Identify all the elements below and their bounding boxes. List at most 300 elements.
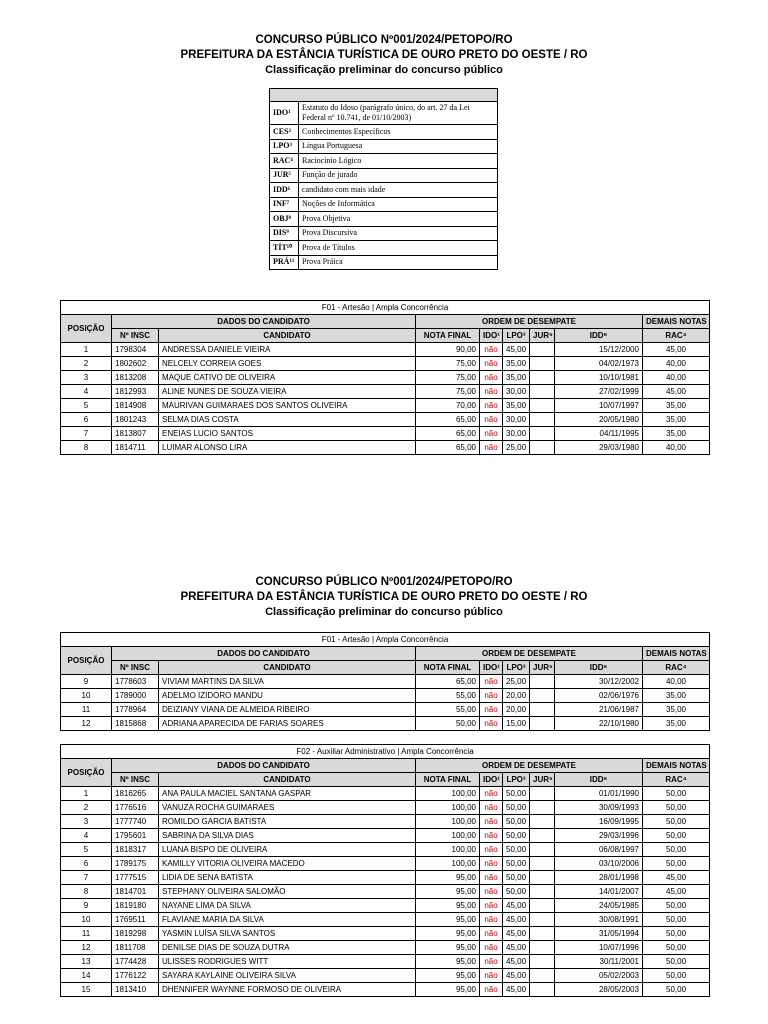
candidate-name-cell: ENEIAS LUCIO SANTOS [159,427,416,441]
registration-cell: 1769511 [112,913,159,927]
lpo-cell: 45,00 [503,941,530,955]
lpo-cell: 35,00 [503,357,530,371]
tiebreak-order-header: ORDEM DE DESEMPATE [416,315,643,329]
table-row [61,927,710,941]
candidate-header: CANDIDATO [159,773,416,787]
rac-cell: 35,00 [643,427,710,441]
tiebreak-order-header: ORDEM DE DESEMPATE [416,759,643,773]
final-score-header: NOTA FINAL [416,773,480,787]
jur-cell [530,399,555,413]
jur-cell [530,371,555,385]
candidate-name-cell: NELCELY CORREIA GOES [159,357,416,371]
table-row [61,871,710,885]
idd-header: IDD⁶ [555,329,643,343]
idd-cell: 30/09/1993 [555,801,643,815]
final-score-cell: 55,00 [416,703,480,717]
registration-cell: 1818317 [112,843,159,857]
legend-row [270,226,498,241]
final-score-cell: 95,00 [416,927,480,941]
final-score-cell: 95,00 [416,969,480,983]
candidate-name-cell: SAYARA KAYLAINE OLIVEIRA SILVA [159,969,416,983]
legend-description: Prova Práica [299,255,498,270]
ido-cell: não [480,843,503,857]
position-cell: 5 [61,399,112,413]
rac-cell: 50,00 [643,899,710,913]
table-title: F01 - Artesão | Ampla Concorrência [61,301,710,315]
ido-cell: não [480,413,503,427]
jur-cell [530,871,555,885]
registration-cell: 1778964 [112,703,159,717]
candidate-name-cell: YASMIN LUÍSA SILVA SANTOS [159,927,416,941]
table-row [61,815,710,829]
legend-description: Estatuto do Idoso (parágrafo único, do art. 27 da Lei Federal nº 10.741, de 01/10/2003) [299,102,498,125]
registration-header: Nº INSC [112,661,159,675]
rac-cell: 35,00 [643,413,710,427]
other-scores-header: DEMAIS NOTAS [643,759,710,773]
legend-code: RAC⁴ [270,154,299,169]
ido-cell: não [480,427,503,441]
jur-cell [530,703,555,717]
registration-header: Nº INSC [112,329,159,343]
legend-description: Prova de Títulos [299,241,498,256]
table-row [61,913,710,927]
table-row [61,689,710,703]
registration-cell: 1789175 [112,857,159,871]
lpo-cell: 45,00 [503,955,530,969]
candidate-name-cell: VIVIAM MARTINS DA SILVA [159,675,416,689]
table-row [61,441,710,455]
lpo-cell: 45,00 [503,969,530,983]
table-row [61,413,710,427]
position-header: POSIÇÃO [61,647,112,675]
page-header-2 [0,575,768,620]
lpo-cell: 45,00 [503,983,530,997]
legend-row [270,197,498,212]
table-title-row [61,301,710,315]
rac-cell: 40,00 [643,371,710,385]
candidate-name-cell: KAMILLY VITORIA OLIVEIRA MACEDO [159,857,416,871]
ido-cell: não [480,815,503,829]
rac-cell: 50,00 [643,969,710,983]
final-score-cell: 100,00 [416,787,480,801]
registration-cell: 1778603 [112,675,159,689]
legend-row [270,139,498,154]
lpo-cell: 45,00 [503,927,530,941]
final-score-cell: 95,00 [416,871,480,885]
candidate-name-cell: LUIMAR ALONSO LIRA [159,441,416,455]
legend-row [270,102,498,125]
position-cell: 7 [61,427,112,441]
registration-cell: 1813807 [112,427,159,441]
idd-cell: 27/02/1999 [555,385,643,399]
lpo-cell: 30,00 [503,427,530,441]
ido-cell: não [480,689,503,703]
position-cell: 14 [61,969,112,983]
column-header-row [61,329,710,343]
abbreviation-legend [269,88,498,270]
rac-cell: 45,00 [643,871,710,885]
idd-cell: 14/01/2007 [555,885,643,899]
lpo-cell: 50,00 [503,815,530,829]
candidate-name-cell: ANDRESSA DANIELE VIEIRA [159,343,416,357]
position-cell: 15 [61,983,112,997]
rac-cell: 50,00 [643,801,710,815]
ido-cell: não [480,941,503,955]
idd-cell: 28/01/1998 [555,871,643,885]
table-row [61,983,710,997]
position-cell: 9 [61,675,112,689]
ido-header: IDO¹ [480,773,503,787]
idd-cell: 04/02/1973 [555,357,643,371]
final-score-cell: 75,00 [416,357,480,371]
ido-cell: não [480,969,503,983]
rac-cell: 35,00 [643,703,710,717]
final-score-header: NOTA FINAL [416,329,480,343]
lpo-cell: 45,00 [503,899,530,913]
final-score-cell: 50,00 [416,717,480,731]
jur-header: JUR⁵ [530,773,555,787]
candidate-name-cell: SELMA DIAS COSTA [159,413,416,427]
candidate-header: CANDIDATO [159,329,416,343]
rac-cell: 35,00 [643,717,710,731]
other-scores-header: DEMAIS NOTAS [643,315,710,329]
position-cell: 3 [61,815,112,829]
rac-cell: 50,00 [643,983,710,997]
lpo-header: LPO³ [503,329,530,343]
table-row [61,899,710,913]
legend-description: Raciocínio Lógico [299,154,498,169]
final-score-cell: 95,00 [416,941,480,955]
idd-cell: 06/08/1997 [555,843,643,857]
table-title-row [61,745,710,759]
position-cell: 3 [61,371,112,385]
jur-cell [530,441,555,455]
position-cell: 2 [61,357,112,371]
final-score-cell: 65,00 [416,441,480,455]
candidate-name-cell: DEIZIANY VIANA DE ALMEIDA RIBEIRO [159,703,416,717]
rac-header: RAC⁴ [643,661,710,675]
registration-cell: 1819180 [112,899,159,913]
position-cell: 12 [61,941,112,955]
table-row [61,955,710,969]
candidate-name-cell: ALINE NUNES DE SOUZA VIEIRA [159,385,416,399]
candidate-name-cell: MAURIVAN GUIMARAES DOS SANTOS OLIVEIRA [159,399,416,413]
registration-cell: 1814908 [112,399,159,413]
rac-cell: 50,00 [643,829,710,843]
ido-cell: não [480,371,503,385]
rac-cell: 45,00 [643,885,710,899]
jur-cell [530,927,555,941]
position-header: POSIÇÃO [61,315,112,343]
idd-cell: 29/03/1980 [555,441,643,455]
position-cell: 13 [61,955,112,969]
ido-cell: não [480,399,503,413]
lpo-cell: 50,00 [503,871,530,885]
registration-cell: 1811708 [112,941,159,955]
candidate-name-cell: ADELMO IZIDORO MANDU [159,689,416,703]
jur-cell [530,801,555,815]
legend-row [270,183,498,198]
registration-cell: 1802602 [112,357,159,371]
ido-cell: não [480,717,503,731]
table-row [61,717,710,731]
legend-header-row [270,89,498,102]
legend-row [270,125,498,140]
candidate-name-cell: ULISSES RODRIGUES WITT [159,955,416,969]
rac-cell: 50,00 [643,857,710,871]
ido-cell: não [480,871,503,885]
final-score-cell: 100,00 [416,829,480,843]
idd-cell: 04/11/1995 [555,427,643,441]
table-row [61,357,710,371]
jur-cell [530,343,555,357]
rac-cell: 40,00 [643,675,710,689]
lpo-cell: 50,00 [503,857,530,871]
final-score-cell: 65,00 [416,427,480,441]
ido-cell: não [480,885,503,899]
position-cell: 10 [61,913,112,927]
rac-cell: 50,00 [643,815,710,829]
final-score-cell: 90,00 [416,343,480,357]
legend-code: TÍT¹⁰ [270,241,299,256]
candidate-name-cell: LIDIA DE SENA BATISTA [159,871,416,885]
legend-code: DIS⁹ [270,226,299,241]
table-row [61,801,710,815]
jur-cell [530,815,555,829]
position-cell: 4 [61,385,112,399]
lpo-cell: 35,00 [503,399,530,413]
lpo-cell: 30,00 [503,385,530,399]
rac-cell: 50,00 [643,843,710,857]
jur-cell [530,983,555,997]
classification-subtitle: Classificação preliminar do concurso público [265,606,503,618]
ido-cell: não [480,703,503,717]
position-cell: 5 [61,843,112,857]
jur-cell [530,969,555,983]
idd-cell: 01/01/1990 [555,787,643,801]
jur-cell [530,913,555,927]
position-cell: 6 [61,857,112,871]
table-row [61,399,710,413]
idd-cell: 05/02/2003 [555,969,643,983]
table-title: F01 - Artesão | Ampla Concorrência [61,633,710,647]
lpo-cell: 20,00 [503,703,530,717]
final-score-cell: 70,00 [416,399,480,413]
idd-header: IDD⁶ [555,661,643,675]
ido-header: IDO¹ [480,329,503,343]
tiebreak-order-header: ORDEM DE DESEMPATE [416,647,643,661]
rac-header: RAC⁴ [643,773,710,787]
table-row [61,675,710,689]
candidate-name-cell: SABRINA DA SILVA DIAS [159,829,416,843]
rac-cell: 50,00 [643,955,710,969]
final-score-cell: 95,00 [416,899,480,913]
candidate-name-cell: ADRIANA APARECIDA DE FARIAS SOARES [159,717,416,731]
registration-cell: 1789000 [112,689,159,703]
registration-cell: 1814701 [112,885,159,899]
legend-code: CES² [270,125,299,140]
lpo-cell: 25,00 [503,441,530,455]
jur-cell [530,857,555,871]
jur-cell [530,843,555,857]
lpo-cell: 50,00 [503,787,530,801]
final-score-cell: 65,00 [416,675,480,689]
ido-header: IDO¹ [480,661,503,675]
lpo-cell: 15,00 [503,717,530,731]
legend-code: JUR⁵ [270,168,299,183]
idd-cell: 16/09/1995 [555,815,643,829]
position-cell: 7 [61,871,112,885]
idd-cell: 03/10/2006 [555,857,643,871]
classification-subtitle: Classificação preliminar do concurso público [265,64,503,76]
lpo-cell: 20,00 [503,689,530,703]
final-score-cell: 100,00 [416,801,480,815]
ido-cell: não [480,357,503,371]
rac-cell: 50,00 [643,787,710,801]
table-row [61,427,710,441]
lpo-header: LPO³ [503,773,530,787]
lpo-header: LPO³ [503,661,530,675]
ido-cell: não [480,801,503,815]
candidate-name-cell: ANA PAULA MACIEL SANTANA GASPAR [159,787,416,801]
table-title: F02 - Auxiliar Administrativo | Ampla Concorrência [61,745,710,759]
lpo-cell: 45,00 [503,343,530,357]
rac-cell: 40,00 [643,441,710,455]
final-score-cell: 100,00 [416,857,480,871]
legend-code: IDD⁶ [270,183,299,198]
idd-cell: 30/12/2002 [555,675,643,689]
idd-cell: 28/05/2003 [555,983,643,997]
idd-cell: 21/06/1987 [555,703,643,717]
final-score-cell: 95,00 [416,955,480,969]
page-header-1 [0,33,768,78]
rac-cell: 35,00 [643,689,710,703]
position-cell: 11 [61,703,112,717]
candidate-header: CANDIDATO [159,661,416,675]
final-score-cell: 100,00 [416,815,480,829]
final-score-cell: 75,00 [416,371,480,385]
rac-cell: 50,00 [643,913,710,927]
ido-cell: não [480,343,503,357]
ranking-table-artesao-2 [60,632,710,731]
ido-cell: não [480,787,503,801]
registration-cell: 1819298 [112,927,159,941]
table-title-row [61,633,710,647]
legend-row [270,212,498,227]
final-score-cell: 55,00 [416,689,480,703]
table-row [61,787,710,801]
table-row [61,385,710,399]
group-header-row [61,759,710,773]
ido-cell: não [480,913,503,927]
registration-header: Nº INSC [112,773,159,787]
rac-cell: 50,00 [643,941,710,955]
ido-cell: não [480,441,503,455]
candidate-name-cell: LUANA BISPO DE OLIVEIRA [159,843,416,857]
lpo-cell: 50,00 [503,843,530,857]
idd-cell: 30/08/1991 [555,913,643,927]
lpo-cell: 50,00 [503,801,530,815]
registration-cell: 1801243 [112,413,159,427]
lpo-cell: 35,00 [503,371,530,385]
jur-cell [530,885,555,899]
position-cell: 8 [61,441,112,455]
position-cell: 4 [61,829,112,843]
registration-cell: 1776516 [112,801,159,815]
final-score-cell: 100,00 [416,843,480,857]
candidate-name-cell: MAQUE CATIVO DE OLIVEIRA [159,371,416,385]
rac-cell: 40,00 [643,357,710,371]
legend-row [270,241,498,256]
column-header-row [61,773,710,787]
rac-cell: 45,00 [643,343,710,357]
jur-cell [530,717,555,731]
column-header-row [61,661,710,675]
position-cell: 9 [61,899,112,913]
table-row [61,969,710,983]
candidate-name-cell: DHENNIFER WAYNNE FORMOSO DE OLIVEIRA [159,983,416,997]
jur-header: JUR⁵ [530,661,555,675]
legend-description: Noções de Informática [299,197,498,212]
candidate-name-cell: NAYANE LIMA DA SILVA [159,899,416,913]
idd-cell: 10/10/1981 [555,371,643,385]
ido-cell: não [480,829,503,843]
registration-cell: 1776122 [112,969,159,983]
registration-cell: 1816265 [112,787,159,801]
legend-description: Prova Discursiva [299,226,498,241]
idd-cell: 02/06/1976 [555,689,643,703]
ido-cell: não [480,857,503,871]
final-score-cell: 95,00 [416,913,480,927]
group-header-row [61,315,710,329]
jur-cell [530,675,555,689]
registration-cell: 1798304 [112,343,159,357]
other-scores-header: DEMAIS NOTAS [643,647,710,661]
jur-cell [530,413,555,427]
registration-cell: 1815868 [112,717,159,731]
candidate-data-header: DADOS DO CANDIDATO [112,647,416,661]
rac-cell: 50,00 [643,927,710,941]
registration-cell: 1795601 [112,829,159,843]
table-row [61,829,710,843]
contest-title: CONCURSO PÚBLICO Nº001/2024/PETOPO/RO [255,576,513,588]
registration-cell: 1814711 [112,441,159,455]
idd-cell: 29/03/1996 [555,829,643,843]
lpo-cell: 50,00 [503,885,530,899]
jur-cell [530,427,555,441]
final-score-cell: 95,00 [416,885,480,899]
position-cell: 1 [61,787,112,801]
jur-cell [530,941,555,955]
idd-cell: 30/11/2001 [555,955,643,969]
candidate-name-cell: VANUZA ROCHA GUIMARAES [159,801,416,815]
candidate-name-cell: STEPHANY OLIVEIRA SALOMÃO [159,885,416,899]
legend-row [270,154,498,169]
legend-description: Língua Portuguesa [299,139,498,154]
idd-cell: 31/05/1994 [555,927,643,941]
legend-code: OBJ⁸ [270,212,299,227]
registration-cell: 1812993 [112,385,159,399]
idd-cell: 15/12/2000 [555,343,643,357]
legend-description: Função de jurado [299,168,498,183]
candidate-data-header: DADOS DO CANDIDATO [112,759,416,773]
final-score-cell: 65,00 [416,413,480,427]
candidate-data-header: DADOS DO CANDIDATO [112,315,416,329]
lpo-cell: 50,00 [503,829,530,843]
position-cell: 10 [61,689,112,703]
legend-description: Prova Objetiva [299,212,498,227]
idd-cell: 22/10/1980 [555,717,643,731]
